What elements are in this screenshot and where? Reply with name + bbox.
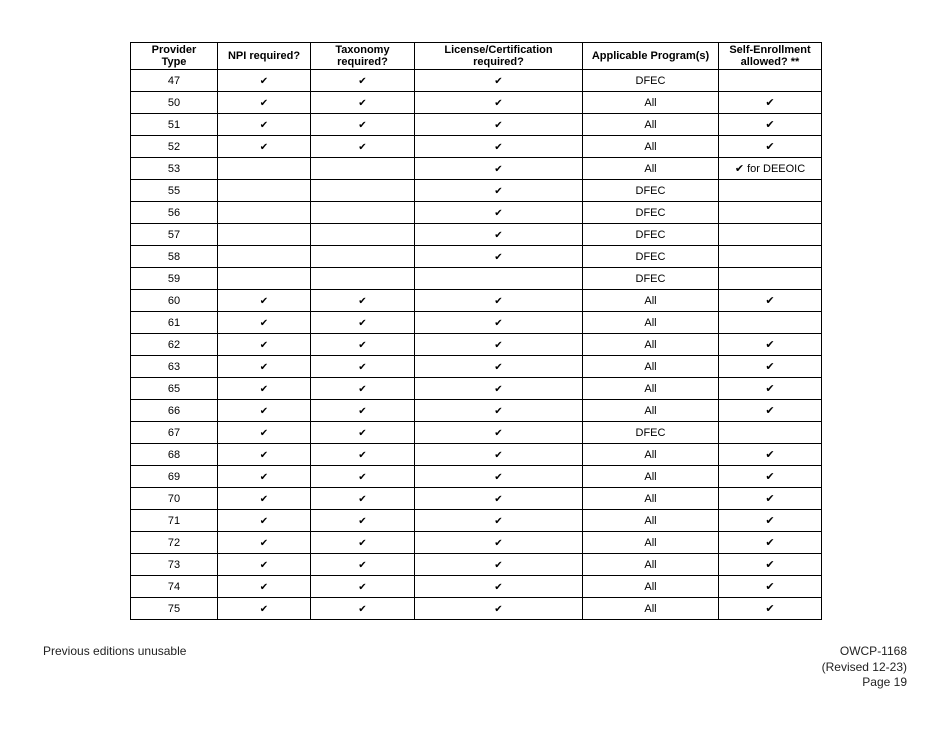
checkmark-icon: ✔ bbox=[494, 75, 503, 87]
cell-provider-type: 56 bbox=[131, 202, 218, 224]
cell-license-required bbox=[415, 576, 583, 598]
table-row bbox=[131, 532, 822, 554]
cell-taxonomy-required bbox=[311, 598, 415, 620]
cell-npi-required bbox=[218, 576, 311, 598]
provider-type-table bbox=[130, 42, 822, 620]
table-row bbox=[131, 290, 822, 312]
table-row bbox=[131, 158, 822, 180]
header-taxonomy-required: Taxonomy required? bbox=[311, 43, 415, 70]
checkmark-icon: ✔ bbox=[494, 515, 503, 527]
checkmark-icon: ✔ bbox=[259, 141, 269, 153]
cell-self-enrollment: ✔ for DEEOIC bbox=[719, 158, 822, 180]
table-row bbox=[131, 466, 822, 488]
table-row bbox=[131, 576, 822, 598]
table-row bbox=[131, 488, 822, 510]
cell-npi-required bbox=[218, 334, 311, 356]
checkmark-icon: ✔ bbox=[358, 97, 367, 109]
cell-applicable-program: All bbox=[583, 136, 719, 158]
checkmark-icon: ✔ bbox=[494, 229, 503, 241]
table-row bbox=[131, 422, 822, 444]
cell-license-required bbox=[415, 598, 583, 620]
table-row bbox=[131, 598, 822, 620]
cell-taxonomy-required bbox=[311, 444, 415, 466]
cell-taxonomy-required bbox=[311, 136, 415, 158]
checkmark-icon: ✔ bbox=[358, 427, 367, 439]
checkmark-icon: ✔ bbox=[494, 383, 503, 395]
cell-npi-required bbox=[218, 92, 311, 114]
table-row bbox=[131, 246, 822, 268]
cell-provider-type: 71 bbox=[131, 510, 218, 532]
checkmark-icon: ✔ bbox=[494, 119, 503, 131]
cell-applicable-program: DFEC bbox=[583, 202, 719, 224]
checkmark-icon: ✔ bbox=[358, 581, 367, 593]
checkmark-icon: ✔ bbox=[259, 361, 269, 373]
cell-self-enrollment bbox=[719, 202, 822, 224]
cell-provider-type: 72 bbox=[131, 532, 218, 554]
cell-provider-type: 66 bbox=[131, 400, 218, 422]
cell-npi-required bbox=[218, 136, 311, 158]
cell-provider-type: 57 bbox=[131, 224, 218, 246]
cell-self-enrollment: ✔ bbox=[719, 598, 822, 620]
cell-license-required bbox=[415, 136, 583, 158]
cell-license-required bbox=[415, 466, 583, 488]
cell-provider-type: 65 bbox=[131, 378, 218, 400]
cell-self-enrollment: ✔ bbox=[719, 554, 822, 576]
cell-taxonomy-required bbox=[311, 290, 415, 312]
checkmark-icon: ✔ bbox=[358, 317, 367, 329]
checkmark-icon: ✔ bbox=[494, 185, 503, 197]
cell-self-enrollment bbox=[719, 268, 822, 290]
cell-applicable-program: All bbox=[583, 378, 719, 400]
header-self-enrollment: Self-Enrollment allowed? ** bbox=[719, 43, 822, 70]
cell-license-required bbox=[415, 510, 583, 532]
cell-taxonomy-required bbox=[311, 422, 415, 444]
table-row bbox=[131, 224, 822, 246]
cell-applicable-program: All bbox=[583, 158, 719, 180]
cell-taxonomy-required bbox=[311, 488, 415, 510]
table-row bbox=[131, 400, 822, 422]
cell-self-enrollment: ✔ bbox=[719, 444, 822, 466]
table-row bbox=[131, 114, 822, 136]
cell-self-enrollment bbox=[719, 422, 822, 444]
cell-license-required bbox=[415, 488, 583, 510]
cell-taxonomy-required bbox=[311, 554, 415, 576]
checkmark-icon: ✔ bbox=[358, 515, 367, 527]
checkmark-icon: ✔ bbox=[358, 559, 367, 571]
cell-license-required bbox=[415, 554, 583, 576]
cell-provider-type: 73 bbox=[131, 554, 218, 576]
cell-npi-required bbox=[218, 70, 311, 92]
checkmark-icon: ✔ bbox=[494, 317, 503, 329]
cell-applicable-program: All bbox=[583, 92, 719, 114]
cell-license-required bbox=[415, 224, 583, 246]
checkmark-icon: ✔ bbox=[494, 361, 503, 373]
cell-taxonomy-required bbox=[311, 532, 415, 554]
cell-applicable-program: All bbox=[583, 532, 719, 554]
cell-self-enrollment: ✔ bbox=[719, 510, 822, 532]
table-row bbox=[131, 444, 822, 466]
cell-license-required bbox=[415, 334, 583, 356]
cell-license-required bbox=[415, 180, 583, 202]
table-body bbox=[131, 70, 822, 620]
cell-license-required bbox=[415, 290, 583, 312]
cell-self-enrollment: ✔ bbox=[719, 466, 822, 488]
cell-license-required bbox=[415, 70, 583, 92]
checkmark-icon: ✔ bbox=[494, 603, 503, 615]
revision-date: (Revised 12-23) bbox=[821, 659, 907, 674]
checkmark-icon: ✔ bbox=[259, 537, 269, 549]
cell-provider-type: 51 bbox=[131, 114, 218, 136]
cell-npi-required bbox=[218, 312, 311, 334]
table-row bbox=[131, 378, 822, 400]
checkmark-icon: ✔ bbox=[259, 603, 269, 615]
cell-provider-type: 60 bbox=[131, 290, 218, 312]
cell-provider-type: 50 bbox=[131, 92, 218, 114]
cell-self-enrollment: ✔ bbox=[719, 92, 822, 114]
cell-taxonomy-required bbox=[311, 224, 415, 246]
checkmark-icon: ✔ bbox=[259, 405, 269, 417]
cell-provider-type: 63 bbox=[131, 356, 218, 378]
page-number: Page 19 bbox=[862, 675, 907, 689]
cell-npi-required bbox=[218, 488, 311, 510]
checkmark-icon: ✔ bbox=[494, 97, 503, 109]
checkmark-icon: ✔ bbox=[259, 493, 269, 505]
cell-taxonomy-required bbox=[311, 334, 415, 356]
cell-provider-type: 55 bbox=[131, 180, 218, 202]
cell-npi-required bbox=[218, 510, 311, 532]
footer-form-info bbox=[822, 644, 907, 691]
checkmark-icon: ✔ bbox=[259, 383, 269, 395]
checkmark-icon: ✔ bbox=[259, 317, 269, 329]
checkmark-icon: ✔ bbox=[358, 471, 367, 483]
cell-npi-required bbox=[218, 246, 311, 268]
header-license-required: License/Certification required? bbox=[415, 43, 583, 70]
cell-license-required bbox=[415, 92, 583, 114]
cell-provider-type: 67 bbox=[131, 422, 218, 444]
header-npi-required: NPI required? bbox=[218, 43, 311, 70]
cell-license-required bbox=[415, 202, 583, 224]
cell-provider-type: 47 bbox=[131, 70, 218, 92]
checkmark-icon: ✔ bbox=[259, 339, 269, 351]
checkmark-icon: ✔ bbox=[494, 339, 503, 351]
cell-npi-required bbox=[218, 466, 311, 488]
checkmark-icon: ✔ bbox=[358, 603, 367, 615]
cell-self-enrollment: ✔ bbox=[719, 114, 822, 136]
checkmark-icon: ✔ bbox=[494, 141, 503, 153]
cell-applicable-program: DFEC bbox=[583, 180, 719, 202]
cell-provider-type: 61 bbox=[131, 312, 218, 334]
cell-self-enrollment bbox=[719, 70, 822, 92]
cell-self-enrollment bbox=[719, 180, 822, 202]
table-row bbox=[131, 312, 822, 334]
checkmark-icon: ✔ bbox=[358, 361, 367, 373]
cell-self-enrollment: ✔ bbox=[719, 576, 822, 598]
cell-applicable-program: All bbox=[583, 400, 719, 422]
checkmark-icon: ✔ bbox=[358, 493, 367, 505]
cell-provider-type: 70 bbox=[131, 488, 218, 510]
cell-provider-type: 62 bbox=[131, 334, 218, 356]
cell-provider-type: 58 bbox=[131, 246, 218, 268]
cell-provider-type: 59 bbox=[131, 268, 218, 290]
checkmark-icon: ✔ bbox=[259, 119, 269, 131]
cell-self-enrollment: ✔ bbox=[719, 290, 822, 312]
cell-npi-required bbox=[218, 224, 311, 246]
cell-taxonomy-required bbox=[311, 356, 415, 378]
table-row bbox=[131, 554, 822, 576]
cell-applicable-program: All bbox=[583, 466, 719, 488]
cell-applicable-program: All bbox=[583, 290, 719, 312]
cell-taxonomy-required bbox=[311, 576, 415, 598]
table-row bbox=[131, 334, 822, 356]
cell-provider-type: 53 bbox=[131, 158, 218, 180]
checkmark-icon: ✔ bbox=[358, 119, 367, 131]
cell-npi-required bbox=[218, 158, 311, 180]
checkmark-icon: ✔ bbox=[259, 449, 269, 461]
cell-license-required bbox=[415, 312, 583, 334]
checkmark-icon: ✔ bbox=[494, 405, 503, 417]
table-row bbox=[131, 356, 822, 378]
cell-license-required bbox=[415, 400, 583, 422]
table-row bbox=[131, 202, 822, 224]
cell-taxonomy-required bbox=[311, 180, 415, 202]
checkmark-icon: ✔ bbox=[358, 141, 367, 153]
cell-license-required bbox=[415, 246, 583, 268]
checkmark-icon: ✔ bbox=[494, 581, 503, 593]
cell-provider-type: 74 bbox=[131, 576, 218, 598]
checkmark-icon: ✔ bbox=[358, 537, 367, 549]
cell-applicable-program: All bbox=[583, 598, 719, 620]
cell-taxonomy-required bbox=[311, 158, 415, 180]
cell-taxonomy-required bbox=[311, 378, 415, 400]
checkmark-icon: ✔ bbox=[494, 537, 503, 549]
checkmark-icon: ✔ bbox=[259, 559, 269, 571]
footer-editions-note: Previous editions unusable bbox=[43, 644, 187, 658]
checkmark-icon: ✔ bbox=[358, 383, 367, 395]
checkmark-icon: ✔ bbox=[494, 559, 503, 571]
checkmark-icon: ✔ bbox=[259, 515, 269, 527]
table-header-row bbox=[131, 43, 822, 70]
cell-self-enrollment: ✔ bbox=[719, 356, 822, 378]
cell-license-required bbox=[415, 158, 583, 180]
cell-applicable-program: DFEC bbox=[583, 246, 719, 268]
cell-npi-required bbox=[218, 444, 311, 466]
cell-provider-type: 52 bbox=[131, 136, 218, 158]
cell-taxonomy-required bbox=[311, 202, 415, 224]
cell-license-required bbox=[415, 378, 583, 400]
checkmark-icon: ✔ bbox=[494, 251, 503, 263]
cell-npi-required bbox=[218, 554, 311, 576]
checkmark-icon: ✔ bbox=[259, 471, 269, 483]
cell-applicable-program: All bbox=[583, 312, 719, 334]
cell-taxonomy-required bbox=[311, 400, 415, 422]
cell-npi-required bbox=[218, 598, 311, 620]
table-row bbox=[131, 136, 822, 158]
cell-provider-type: 68 bbox=[131, 444, 218, 466]
checkmark-icon: ✔ bbox=[494, 493, 503, 505]
checkmark-icon: ✔ bbox=[358, 405, 367, 417]
table-row bbox=[131, 268, 822, 290]
cell-npi-required bbox=[218, 180, 311, 202]
cell-applicable-program: All bbox=[583, 114, 719, 136]
cell-self-enrollment bbox=[719, 312, 822, 334]
cell-self-enrollment: ✔ bbox=[719, 400, 822, 422]
cell-taxonomy-required bbox=[311, 312, 415, 334]
table-row bbox=[131, 70, 822, 92]
table-row bbox=[131, 92, 822, 114]
cell-license-required bbox=[415, 268, 583, 290]
cell-npi-required bbox=[218, 532, 311, 554]
cell-taxonomy-required bbox=[311, 268, 415, 290]
cell-taxonomy-required bbox=[311, 70, 415, 92]
cell-self-enrollment bbox=[719, 246, 822, 268]
cell-applicable-program: DFEC bbox=[583, 422, 719, 444]
checkmark-icon: ✔ bbox=[259, 427, 269, 439]
cell-taxonomy-required bbox=[311, 114, 415, 136]
checkmark-icon: ✔ bbox=[259, 97, 269, 109]
cell-applicable-program: All bbox=[583, 554, 719, 576]
cell-provider-type: 75 bbox=[131, 598, 218, 620]
checkmark-icon: ✔ bbox=[358, 75, 367, 87]
cell-license-required bbox=[415, 422, 583, 444]
cell-npi-required bbox=[218, 268, 311, 290]
cell-self-enrollment: ✔ bbox=[719, 136, 822, 158]
checkmark-icon: ✔ bbox=[358, 339, 367, 351]
checkmark-icon: ✔ bbox=[358, 449, 367, 461]
checkmark-icon: ✔ bbox=[494, 449, 503, 461]
cell-self-enrollment: ✔ bbox=[719, 378, 822, 400]
cell-applicable-program: DFEC bbox=[583, 268, 719, 290]
checkmark-icon: ✔ bbox=[494, 207, 503, 219]
checkmark-icon: ✔ bbox=[494, 295, 503, 307]
table-row bbox=[131, 510, 822, 532]
cell-self-enrollment bbox=[719, 224, 822, 246]
cell-self-enrollment: ✔ bbox=[719, 532, 822, 554]
checkmark-icon: ✔ bbox=[259, 581, 269, 593]
cell-applicable-program: All bbox=[583, 488, 719, 510]
cell-license-required bbox=[415, 532, 583, 554]
cell-applicable-program: All bbox=[583, 444, 719, 466]
cell-applicable-program: DFEC bbox=[583, 224, 719, 246]
cell-license-required bbox=[415, 114, 583, 136]
cell-applicable-program: All bbox=[583, 356, 719, 378]
cell-taxonomy-required bbox=[311, 246, 415, 268]
cell-self-enrollment: ✔ bbox=[719, 334, 822, 356]
cell-self-enrollment: ✔ bbox=[719, 488, 822, 510]
cell-license-required bbox=[415, 444, 583, 466]
cell-npi-required bbox=[218, 356, 311, 378]
cell-npi-required bbox=[218, 422, 311, 444]
checkmark-icon: ✔ bbox=[358, 295, 367, 307]
checkmark-icon: ✔ bbox=[494, 471, 503, 483]
cell-taxonomy-required bbox=[311, 466, 415, 488]
header-provider-type: Provider Type bbox=[131, 43, 218, 70]
cell-applicable-program: All bbox=[583, 334, 719, 356]
checkmark-icon: ✔ bbox=[259, 295, 269, 307]
cell-npi-required bbox=[218, 290, 311, 312]
checkmark-icon: ✔ bbox=[259, 75, 269, 87]
checkmark-icon: ✔ bbox=[494, 163, 503, 175]
cell-taxonomy-required bbox=[311, 92, 415, 114]
cell-applicable-program: All bbox=[583, 510, 719, 532]
cell-npi-required bbox=[218, 400, 311, 422]
cell-license-required bbox=[415, 356, 583, 378]
header-applicable-programs: Applicable Program(s) bbox=[583, 43, 719, 70]
cell-npi-required bbox=[218, 114, 311, 136]
cell-applicable-program: All bbox=[583, 576, 719, 598]
cell-npi-required bbox=[218, 202, 311, 224]
cell-provider-type: 69 bbox=[131, 466, 218, 488]
table-row bbox=[131, 180, 822, 202]
cell-applicable-program: DFEC bbox=[583, 70, 719, 92]
cell-taxonomy-required bbox=[311, 510, 415, 532]
form-number: OWCP-1168 bbox=[839, 644, 907, 658]
checkmark-icon: ✔ bbox=[494, 427, 503, 439]
cell-npi-required bbox=[218, 378, 311, 400]
